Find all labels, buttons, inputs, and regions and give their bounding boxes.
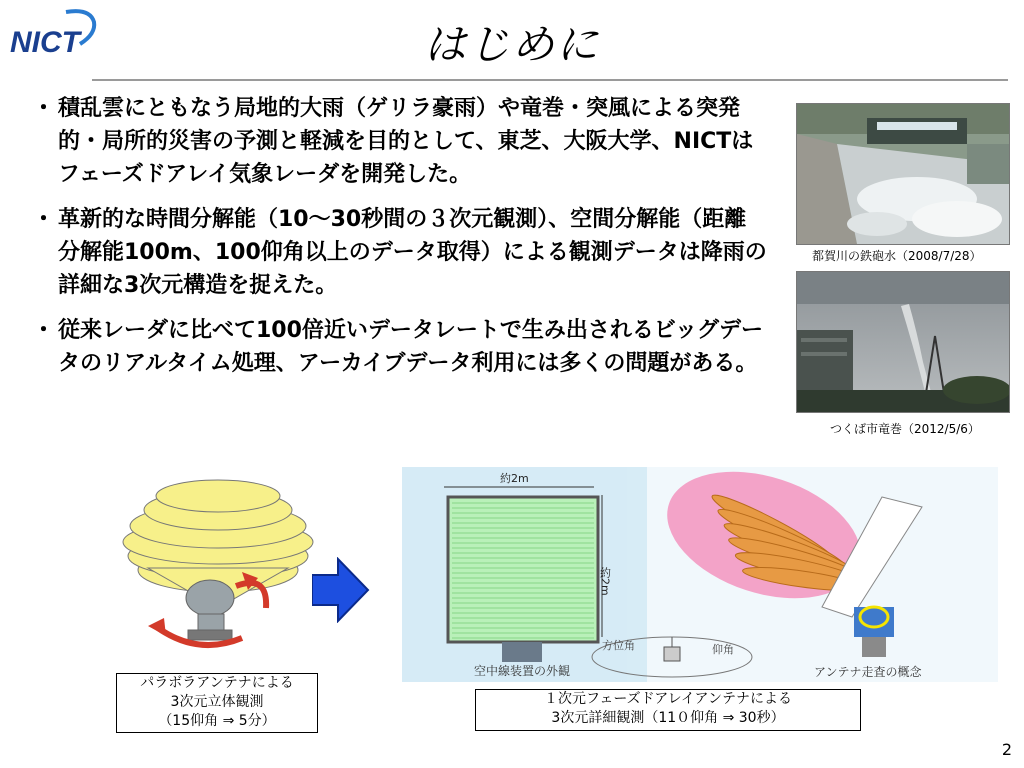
svg-text:方位角: 方位角 (602, 639, 635, 652)
flood-photo-caption: 都賀川の鉄砲水（2008/7/28） (812, 249, 982, 263)
bullet-item (32, 92, 792, 191)
bullet-list (32, 92, 792, 392)
svg-text:NICT: NICT (10, 26, 80, 59)
phased-caption-box (475, 689, 861, 731)
page-title: はじめに (423, 20, 600, 69)
parabola-caption-line3: （15仰角 ⇒ 5分） (158, 713, 276, 729)
parabola-caption-box (116, 673, 318, 733)
phased-caption-line1: １次元フェーズドアレイアンテナによる (544, 691, 792, 707)
svg-text:アンテナ走査の概念: アンテナ走査の概念 (814, 665, 922, 679)
svg-text:約2m: 約2m (598, 567, 612, 596)
flood-photo (796, 103, 1010, 245)
right-arrow-icon (312, 557, 370, 623)
tornado-photo-caption: つくば市竜巻（2012/5/6） (830, 422, 980, 436)
bullet-item (32, 314, 792, 380)
bullet-item (32, 203, 792, 302)
bullet-marker: ・ (32, 206, 55, 232)
bullet-marker: ・ (32, 95, 55, 121)
bullet-text: 革新的な時間分解能（10～30秒間の３次元観測）、空間分解能（距離分解能100m、100仰角以上のデータ取得）による観測データは降雨の詳細な3次元構造を捉えた。 (58, 207, 767, 298)
phased-array-diagram (402, 467, 998, 682)
svg-text:仰角: 仰角 (712, 643, 734, 656)
page-number: 2 (1001, 740, 1012, 759)
parabola-caption-line1: パラボラアンテナによる (140, 675, 294, 691)
bullet-text: 積乱雲にともなう局地的大雨（ゲリラ豪雨）や竜巻・突風による突発的・局所的災害の予測と軽減を目的として、東芝、大阪大学、NICTはフェーズドアレイ気象レーダを開発した。 (58, 96, 754, 187)
bullet-text: 従来レーダに比べて100倍近いデータレートで生み出されるビッグデータのリアルタイム処理、アーカイブデータ利用には多くの問題がある。 (58, 318, 764, 376)
svg-text:約2m: 約2m (500, 472, 529, 485)
svg-text:空中線装置の外観: 空中線装置の外観 (474, 664, 571, 678)
title-divider (92, 79, 1008, 81)
bullet-marker: ・ (32, 317, 55, 343)
parabola-caption-line2: 3次元立体観測 (170, 694, 264, 710)
parabola-diagram (108, 478, 318, 658)
tornado-photo (796, 271, 1010, 413)
phased-caption-line2: 3次元詳細観測（11０仰角 ⇒ 30秒） (551, 710, 785, 726)
